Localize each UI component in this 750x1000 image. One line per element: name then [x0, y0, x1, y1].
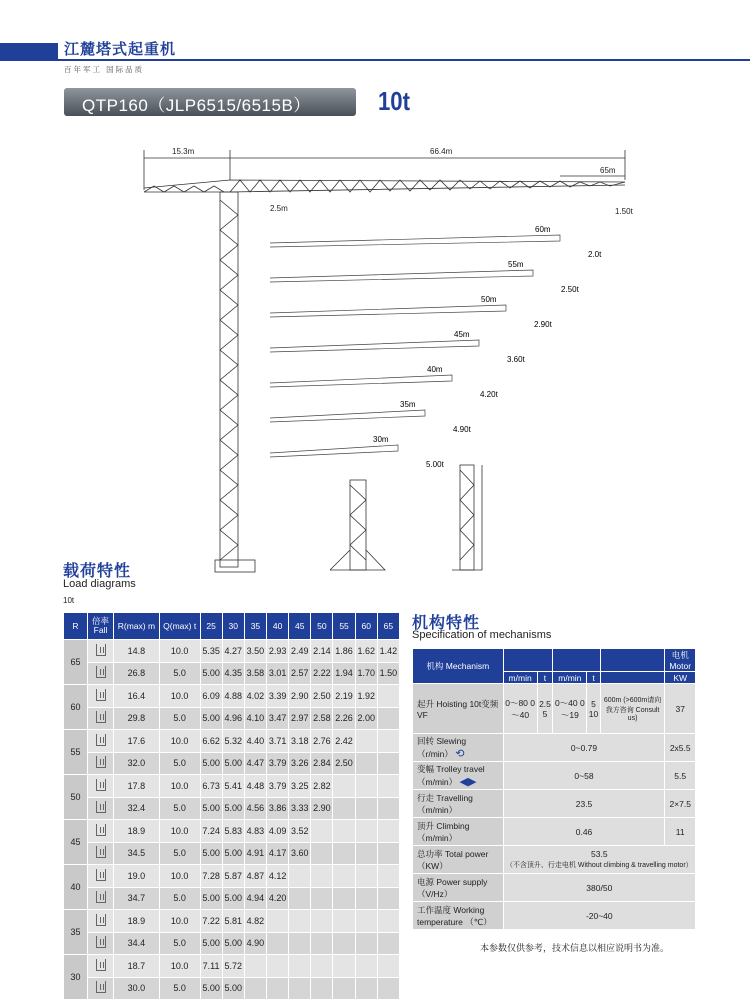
- table-row: 32.4 5.0 5.00 5.00 4.56 3.86 3.33 2.90: [64, 797, 400, 820]
- load-table: [63, 612, 400, 1000]
- fall-icon: [96, 959, 106, 971]
- jib-tip-load: 4.20t: [480, 390, 498, 399]
- table-row: 60 16.4 10.0 6.09 4.88 4.02 3.39 2.90 2.50 2.19 1.92: [64, 685, 400, 708]
- table-row: 45 18.9 10.0 7.24 5.83 4.83 4.09 3.52: [64, 820, 400, 843]
- hoist-label: 起升 Hoisting: [417, 698, 468, 709]
- jib-length: 35m: [400, 400, 416, 409]
- spec-table: 机构 Mechanism 电机 Motor m/min t m/min t KW 起升 Hoisting 10t变频 VF 0～80 0～40 2.5 5 0～40 0～19 5 10 600m (>600m请向我方咨询 Consult us) 37 回转 Slewing （r/min） ⟲ 0~0.79 2x5.5 变幅 Trolley travel （m/min） ◀▶ 0~58 5.5 行走 Travelling （m/min） 23.5 2×7.5 顶升 Climbing （m/min） 0.46 11 总功率 Total power （KW） 53.5 （不含顶升、行走电机 Without climbing & travelling motor） 电源 Power supply （V/Hz） 380/50 工作温度 Working temperature （℃） -20~40: [412, 648, 696, 930]
- jib-tip-load: 2.90t: [534, 320, 552, 329]
- jib-tip-load: 5.00t: [426, 460, 444, 469]
- fall-icon: [96, 846, 106, 858]
- jib-length: 45m: [454, 330, 470, 339]
- col-rmax: R(max) m: [114, 613, 160, 640]
- table-row: 55 17.6 10.0 6.62 5.32 4.40 3.71 3.18 2.76 2.42: [64, 730, 400, 753]
- jib-config: [270, 235, 560, 247]
- fall-icon: [96, 936, 106, 948]
- spec-head-mech: 机构 Mechanism: [413, 649, 504, 684]
- dim-jib-65: 65m: [600, 166, 616, 175]
- table-row: 40 19.0 10.0 7.28 5.87 4.87 4.12: [64, 865, 400, 888]
- footnote: 本参数仅供参考，技术信息以相应说明书为准。: [480, 943, 670, 953]
- fall-icon: [96, 711, 106, 723]
- brand-title: 江麓塔式起重机: [64, 41, 177, 58]
- jib-config: [270, 445, 398, 457]
- spec-subtitle: Specification of mechanisms: [412, 629, 552, 641]
- tip-load: 1.50t: [615, 207, 633, 216]
- dim-trolley: 2.5m: [270, 204, 288, 213]
- dim-total: 66.4m: [430, 147, 453, 156]
- tower-mast: [220, 192, 238, 567]
- fall-icon: [96, 981, 106, 993]
- jib-tip-load: 4.90t: [453, 425, 471, 434]
- trolley-icon: ◀▶: [459, 776, 477, 788]
- fall-icon: [96, 756, 106, 768]
- table-row: 30.0 5.0 5.00 5.00: [64, 977, 400, 1000]
- col-60: 60: [355, 613, 377, 640]
- col-fall: 倍率 Fall: [88, 613, 114, 640]
- col-65: 65: [377, 613, 399, 640]
- jib-config: [270, 410, 425, 422]
- col-qmax: Q(max) t: [159, 613, 200, 640]
- jib-config: [270, 340, 479, 352]
- fall-icon: [96, 779, 106, 791]
- max-capacity: 10t: [378, 86, 410, 116]
- col-35: 35: [244, 613, 266, 640]
- table-row: 30 18.7 10.0 7.11 5.72: [64, 955, 400, 978]
- spec-title: 机构特性: [412, 615, 481, 632]
- fall-icon: [96, 824, 106, 836]
- jib-length: 50m: [481, 295, 497, 304]
- tower-section-side: [350, 480, 366, 570]
- jib-tip-load: 2.0t: [588, 250, 602, 259]
- col-45: 45: [289, 613, 311, 640]
- jib-length: 60m: [535, 225, 551, 234]
- model-name: QTP160（JLP6515/6515B）: [82, 96, 311, 115]
- fall-icon: [96, 869, 106, 881]
- fall-icon: [96, 914, 106, 926]
- load-title: 载荷特性: [63, 563, 132, 580]
- col-50: 50: [311, 613, 333, 640]
- col-40: 40: [267, 613, 289, 640]
- fall-icon: [96, 801, 106, 813]
- jib-length: 40m: [427, 365, 443, 374]
- col-30: 30: [222, 613, 244, 640]
- table-row: 34.7 5.0 5.00 5.00 4.94 4.20: [64, 887, 400, 910]
- jib-tip-load: 2.50t: [561, 285, 579, 294]
- jib-config: [270, 375, 452, 387]
- fall-icon: [96, 666, 106, 678]
- col-r: R: [64, 613, 88, 640]
- table-row: 26.8 5.0 5.00 4.35 3.58 3.01 2.57 2.22 1.94 1.70 1.50: [64, 662, 400, 685]
- jib: [144, 180, 625, 192]
- fall-icon: [96, 891, 106, 903]
- jib-tip-load: 3.60t: [507, 355, 525, 364]
- table-row: 34.5 5.0 5.00 5.00 4.91 4.17 3.60: [64, 842, 400, 865]
- table-row: 35 18.9 10.0 7.22 5.81 4.82: [64, 910, 400, 933]
- table-row: 29.8 5.0 5.00 4.96 4.10 3.47 2.97 2.58 2.26 2.00: [64, 707, 400, 730]
- jib-config: [270, 305, 506, 317]
- fall-icon: [96, 644, 106, 656]
- jib-length: 55m: [508, 260, 524, 269]
- crane-diagram: [130, 140, 655, 580]
- tagline: 百年军工 国际品质: [64, 65, 145, 74]
- load-subtitle: Load diagrams: [63, 578, 136, 590]
- slewing-icon: ⟲: [455, 748, 465, 760]
- jib-length: 30m: [373, 435, 389, 444]
- jib-config: [270, 270, 533, 282]
- fall-icon: [96, 734, 106, 746]
- table-row: 50 17.8 10.0 6.73 5.41 4.48 3.79 3.25 2.82: [64, 775, 400, 798]
- col-55: 55: [333, 613, 355, 640]
- fall-icon: [96, 689, 106, 701]
- load-unit: 10t: [63, 596, 75, 605]
- table-row: 32.0 5.0 5.00 5.00 4.47 3.79 3.26 2.84 2.50: [64, 752, 400, 775]
- spec-head-motor: 电机 Motor: [665, 649, 696, 672]
- col-25: 25: [200, 613, 222, 640]
- dim-counter-jib: 15.3m: [172, 147, 195, 156]
- table-row: 34.4 5.0 5.00 5.00 4.90: [64, 932, 400, 955]
- table-row: 65 14.8 10.0 5.35 4.27 3.50 2.93 2.49 2.14 1.86 1.62 1.42: [64, 640, 400, 663]
